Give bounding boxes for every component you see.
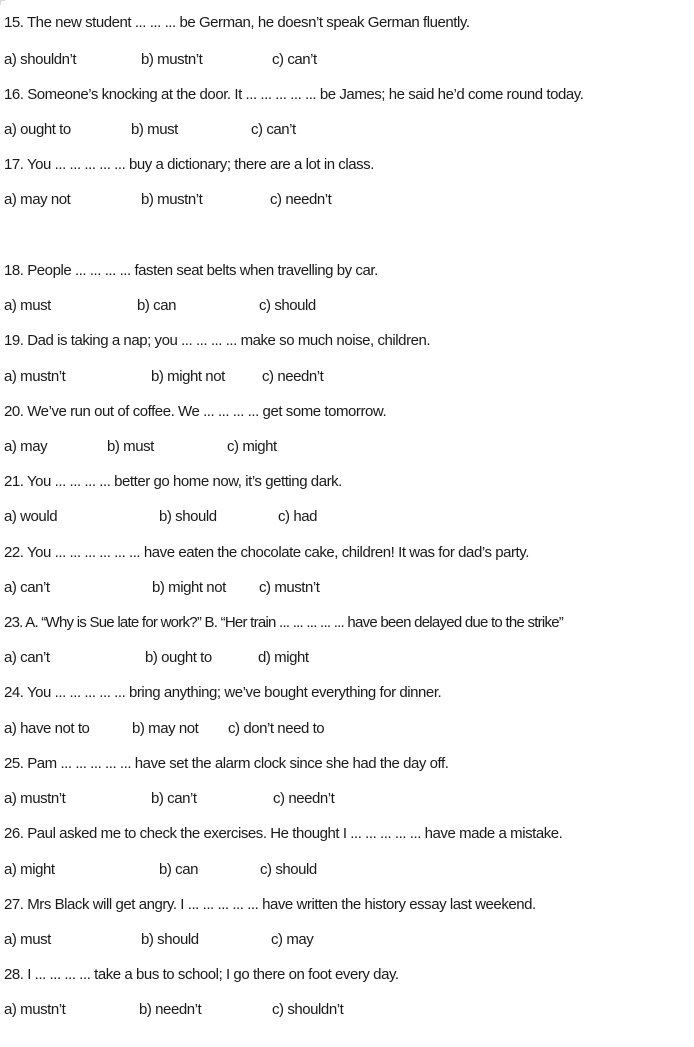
question-27 — [4, 895, 536, 915]
question-number: 19. — [4, 332, 24, 349]
option-b[interactable]: b) can’t — [151, 790, 197, 807]
option-c[interactable]: c) can’t — [251, 121, 296, 138]
option-a[interactable]: a) mustn’t — [4, 790, 66, 807]
option-b[interactable]: b) can — [159, 861, 198, 878]
question-number: 24. — [4, 684, 24, 701]
question-text: The new student ... ... ... be German, he doesn’t speak German fluently. — [26, 14, 470, 31]
question-text: A. “Why is Sue late for work?” B. “Her train ... ... ... ... ... have been delayed due to the strike” — [25, 614, 564, 631]
question-17 — [4, 155, 374, 175]
question-18 — [4, 261, 378, 281]
option-a[interactable]: a) must — [4, 931, 51, 948]
question-text: You ... ... ... ... ... buy a dictionary; there are a lot in class. — [26, 156, 374, 173]
question-22 — [4, 543, 529, 563]
question-23 — [4, 613, 563, 633]
question-text: I ... ... ... ... take a bus to school; I go there on foot every day. — [27, 966, 399, 983]
option-c[interactable]: c) should — [260, 861, 317, 878]
option-b[interactable]: b) can — [137, 297, 176, 314]
option-c[interactable]: c) needn’t — [262, 368, 324, 385]
option-c[interactable]: c) needn’t — [273, 790, 335, 807]
question-text: You ... ... ... ... better go home now, it’s getting dark. — [26, 473, 342, 490]
option-c[interactable]: c) can’t — [272, 51, 317, 68]
question-text: Someone’s knocking at the door. It ... ... ... ... ... be James; he said he’d come round today. — [27, 86, 584, 103]
option-b[interactable]: b) mustn’t — [141, 51, 203, 68]
question-15 — [4, 13, 470, 33]
question-28 — [4, 965, 399, 985]
question-number: 28. — [4, 966, 24, 983]
question-number: 20. — [4, 403, 24, 420]
option-a[interactable]: a) have not to — [4, 720, 90, 737]
option-a[interactable]: a) would — [4, 508, 58, 525]
option-c[interactable]: c) may — [271, 931, 314, 948]
question-16 — [4, 85, 583, 105]
question-number: 26. — [4, 825, 24, 842]
question-19 — [4, 331, 430, 351]
option-b[interactable]: b) might not — [151, 368, 225, 385]
question-text: We’ve run out of coffee. We ... ... ... ... get some tomorrow. — [27, 403, 387, 420]
question-text: Mrs Black will get angry. I ... ... ... ... ... have written the history essay last weekend. — [27, 896, 536, 913]
question-number: 18. — [4, 262, 24, 279]
question-21 — [4, 472, 342, 492]
option-b[interactable]: b) might not — [152, 579, 226, 596]
option-a[interactable]: a) mustn’t — [4, 1001, 66, 1018]
question-number: 22. — [4, 544, 24, 561]
question-number: 21. — [4, 473, 24, 490]
option-a[interactable]: a) shouldn’t — [4, 51, 77, 68]
question-text: People ... ... ... ... fasten seat belts when travelling by car. — [27, 262, 378, 279]
question-25 — [4, 754, 448, 774]
question-number: 15. — [4, 14, 24, 31]
question-text: You ... ... ... ... ... bring anything; we’ve bought everything for dinner. — [26, 684, 442, 701]
question-text: You ... ... ... ... ... ... have eaten the chocolate cake, children! It was for dad’s party. — [26, 544, 529, 561]
question-number: 16. — [4, 86, 24, 103]
option-c[interactable]: c) shouldn’t — [272, 1001, 344, 1018]
option-b[interactable]: b) may not — [132, 720, 199, 737]
option-b[interactable]: b) mustn’t — [141, 191, 203, 208]
option-c[interactable]: c) had — [278, 508, 317, 525]
option-b[interactable]: b) should — [141, 931, 199, 948]
option-b[interactable]: b) should — [159, 508, 217, 525]
option-b[interactable]: b) must — [107, 438, 154, 455]
question-number: 27. — [4, 896, 24, 913]
option-d[interactable]: d) might — [258, 649, 309, 666]
question-number: 17. — [4, 156, 24, 173]
question-text: Pam ... ... ... ... ... have set the alarm clock since she had the day off. — [27, 755, 449, 772]
question-text: Paul asked me to check the exercises. He thought I ... ... ... ... ... have made a mistake. — [27, 825, 563, 842]
option-a[interactable]: a) mustn’t — [4, 368, 66, 385]
option-a[interactable]: a) must — [4, 297, 51, 314]
question-number: 23. — [4, 614, 23, 631]
option-b[interactable]: b) ought to — [145, 649, 212, 666]
question-text: Dad is taking a nap; you ... ... ... ... make so much noise, children. — [27, 332, 431, 349]
option-a[interactable]: a) might — [4, 861, 55, 878]
option-c[interactable]: c) mustn’t — [259, 579, 320, 596]
question-20 — [4, 402, 386, 422]
question-24 — [4, 683, 441, 703]
option-a[interactable]: a) may — [4, 438, 48, 455]
option-b[interactable]: b) needn’t — [139, 1001, 202, 1018]
option-b[interactable]: b) must — [131, 121, 178, 138]
option-c[interactable]: c) might — [227, 438, 277, 455]
option-c[interactable]: c) don’t need to — [228, 720, 325, 737]
question-26 — [4, 824, 562, 844]
question-number: 25. — [4, 755, 24, 772]
option-c[interactable]: c) needn’t — [270, 191, 332, 208]
option-a[interactable]: a) may not — [4, 191, 71, 208]
option-a[interactable]: a) can’t — [4, 649, 50, 666]
option-a[interactable]: a) can’t — [4, 579, 50, 596]
option-a[interactable]: a) ought to — [4, 121, 71, 138]
option-c[interactable]: c) should — [259, 297, 316, 314]
